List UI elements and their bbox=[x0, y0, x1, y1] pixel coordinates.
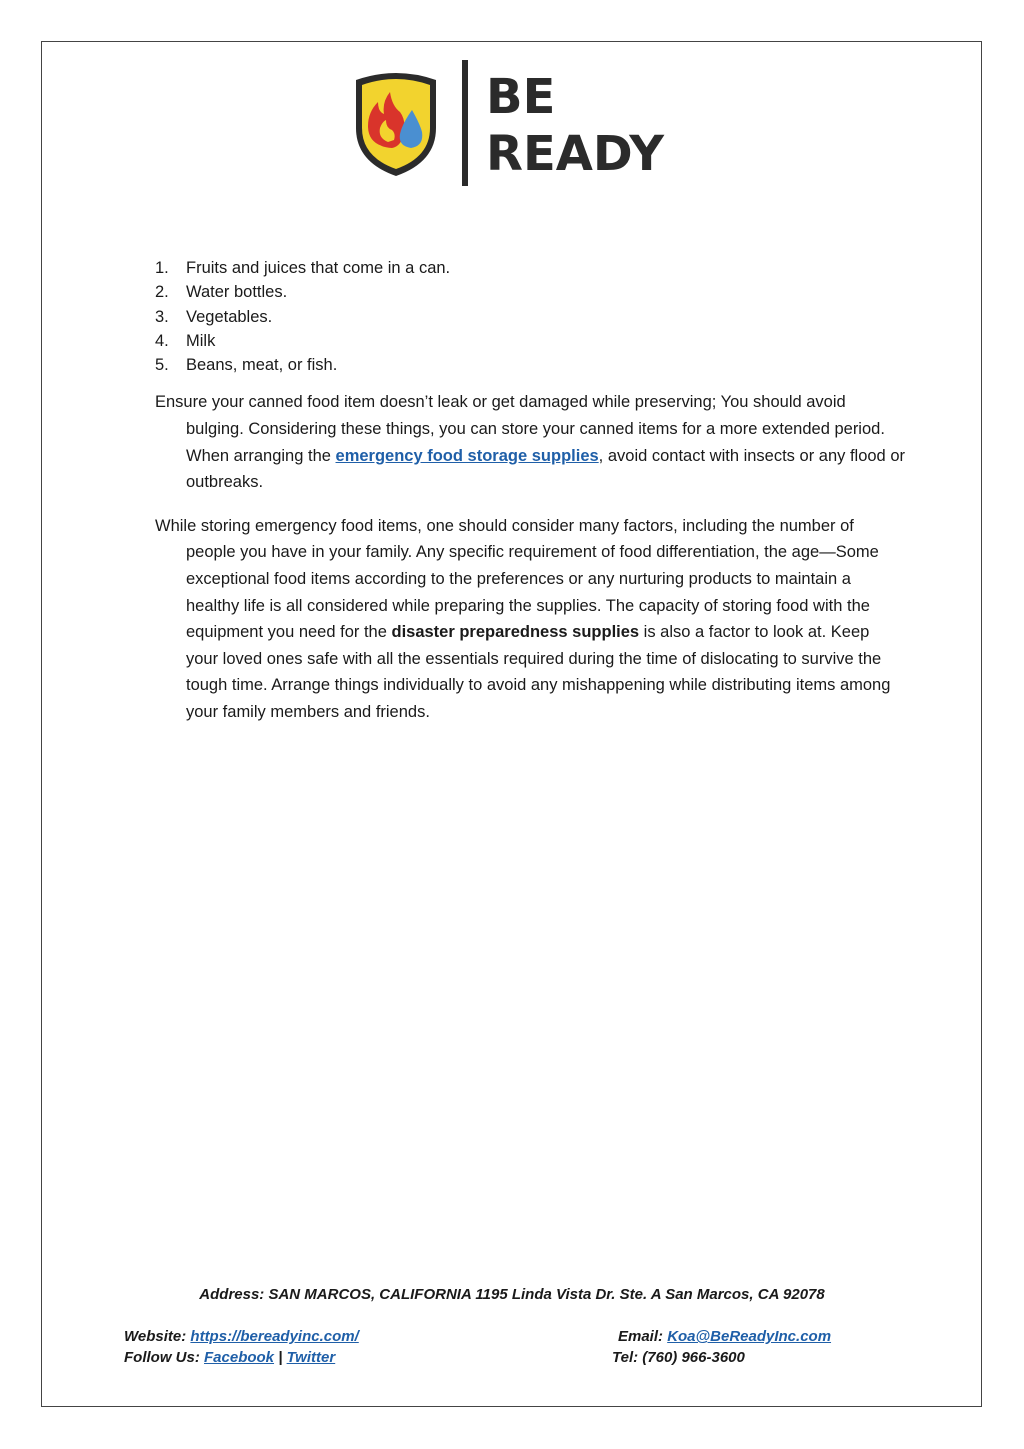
footer-tel: Tel: (760) 966-3600 bbox=[612, 1349, 745, 1366]
website-label: Website: bbox=[124, 1328, 191, 1345]
footer-email bbox=[618, 1328, 831, 1345]
follow-label: Follow Us: bbox=[124, 1349, 204, 1366]
facebook-link[interactable]: Facebook bbox=[204, 1349, 275, 1366]
email-label: Email: bbox=[618, 1328, 668, 1345]
twitter-link[interactable]: Twitter bbox=[286, 1349, 336, 1366]
paragraph-storing-food bbox=[155, 513, 905, 726]
logo-text-be: BE bbox=[486, 69, 556, 125]
footer-website bbox=[124, 1328, 359, 1345]
list-number: 3. bbox=[155, 307, 169, 326]
list-item bbox=[155, 280, 905, 304]
disaster-preparedness-text: disaster preparedness supplies bbox=[391, 623, 640, 642]
logo-text-ready: READY bbox=[486, 126, 665, 182]
list-item bbox=[155, 353, 905, 377]
website-link[interactable]: https://bereadyinc.com/ bbox=[190, 1328, 359, 1345]
list-item bbox=[155, 305, 905, 329]
list-text: Beans, meat, or fish. bbox=[186, 356, 338, 375]
paragraph-text: While storing emergency food items, one should consider many factors, including the number of people you have in your family. Any specific requirement of food differentiation, the age—Some exceptional food items according to the preferences or any nurturing products to maintain a healthy life is all considered while preparing the supplies. The capacity of storing food with the equipment you need for the bbox=[155, 516, 879, 642]
emergency-food-storage-link[interactable]: emergency food storage supplies bbox=[335, 446, 599, 465]
paragraph-text: Ensure your canned food item doesn’t leak or get damaged while preserving; You should avoid bulging. Considering these things, you can store your canned items for a more extended period. When arranging the bbox=[155, 393, 885, 465]
paragraph-text: is also a factor to look at. Keep your loved ones safe with all the essentials required during the time of dislocating to survive the tough time. Arrange things individually to avoid any mishappening while distributing items among your family members and friends. bbox=[186, 623, 891, 722]
list-text: Fruits and juices that come in a can. bbox=[186, 259, 451, 277]
list-number: 5. bbox=[155, 356, 169, 375]
list-item bbox=[155, 329, 905, 353]
be-ready-logo bbox=[348, 58, 678, 190]
paragraph-canned-food bbox=[155, 389, 905, 495]
list-text: Milk bbox=[186, 331, 216, 350]
separator: | bbox=[274, 1349, 287, 1366]
food-list bbox=[155, 256, 905, 377]
paragraph-text: , avoid contact with insects or any flood or outbreaks. bbox=[186, 446, 905, 492]
main-content bbox=[155, 256, 905, 726]
list-number: 2. bbox=[155, 283, 169, 302]
list-number: 4. bbox=[155, 331, 169, 350]
list-text: Vegetables. bbox=[186, 307, 273, 326]
footer-follow bbox=[124, 1349, 335, 1366]
list-text: Water bottles. bbox=[186, 283, 288, 302]
email-link[interactable]: Koa@BeReadyInc.com bbox=[667, 1328, 832, 1345]
list-number: 1. bbox=[155, 259, 169, 277]
list-item bbox=[155, 256, 905, 280]
footer-address: Address: SAN MARCOS, CALIFORNIA 1195 Linda Vista Dr. Ste. A San Marcos, CA 92078 bbox=[199, 1286, 825, 1303]
